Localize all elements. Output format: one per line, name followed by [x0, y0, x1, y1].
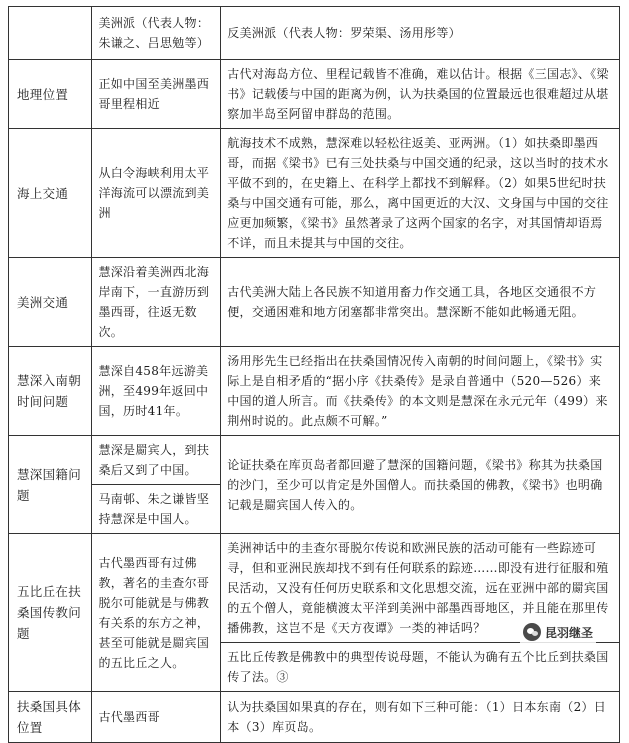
table-row: [9, 129, 620, 258]
row-pro-cell: 从白令海峡利用太平洋海流可以漂流到美洲: [92, 129, 221, 258]
wechat-watermark: [520, 621, 596, 643]
row-pro-cell: 古代墨西哥有过佛教，著名的圭查尔哥脱尔可能就是与佛教有关系的东方之神，甚至可能就是罽宾国的五比丘之人。: [92, 534, 221, 692]
table-row: [9, 347, 620, 436]
row-con-cell: 汤用彤先生已经指出在扶桑国情况传入南朝的时间问题上，《梁书》实际上是自相矛盾的“据小序《扶桑传》是录自普通中（520—526）来中国的道人所言。而《扶桑传》的本文则是慧深在永元元年（499）来荆州时说的。此点颇不可解。”: [221, 347, 620, 436]
header-anti-america-cell: 反美洲派（代表人物：罗荣渠、汤用彤等）: [221, 7, 620, 60]
watermark-text: 昆羽继圣: [545, 625, 594, 640]
row-con-cell-a: 美洲神话中的圭查尔哥脱尔传说和欧洲民族的活动可能有一些踪迹可寻，但和亚洲民族却找不到有任何联系的踪迹……即没有进行征服和殖民活动，又没有任何历史联系和文化思想交流，远在亚洲中部的罽宾国的五个僧人，竟能横渡太平洋到美洲中部墨西哥地区，并且能在那里传播佛教，这岂不是《天方夜谭》一类的神话吗？: [221, 534, 620, 643]
row-con-cell: 古代对海岛方位、里程记载皆不准确，难以估计。根据《三国志》、《梁书》记载倭与中国的距离为例，认为扶桑国的位置最远也很难超过从堪察加半岛至阿留申群岛的范围。: [221, 60, 620, 129]
row-topic: 慧深入南朝时间问题: [9, 347, 92, 436]
row-pro-cell-a: 慧深是罽宾人，到扶桑后又到了中国。: [92, 436, 221, 485]
table-header-row: [9, 7, 620, 60]
row-pro-cell: 古代墨西哥: [92, 692, 221, 743]
row-topic: 美洲交通: [9, 258, 92, 347]
header-topic-cell: [9, 7, 92, 60]
row-con-cell: 论证扶桑在库页岛者都回避了慧深的国籍问题，《梁书》称其为扶桑国的沙门，至少可以肯定是外国僧人。而扶桑国的佛教，《梁书》也明确记载是罽宾国人传入的。: [221, 436, 620, 534]
row-con-cell: 航海技术不成熟，慧深难以轻松往返美、亚两洲。（1）如扶桑即墨西哥，而据《梁书》已有三处扶桑与中国交通的纪录，这以当时的技术水平做不到的，在史籍上、在科学上都找不到解释。（2）如果5世纪时扶桑与中国交通有可能，那么，离中国更近的大汉、文身国与中国的交往应更加频繁，《梁书》虽然著录了这两个国家的名字，对其国情却语焉不详，而且未提其与中国的交往。: [221, 129, 620, 258]
row-con-cell-b: 五比丘传教是佛教中的典型传说母题，不能认为确有五个比丘到扶桑国传了法。③: [221, 643, 620, 692]
row-topic: 扶桑国具体位置: [9, 692, 92, 743]
table-row: [9, 436, 620, 485]
row-topic: 慧深国籍问题: [9, 436, 92, 534]
row-pro-cell: 慧深自458年远游美洲，至499年返回中国，历时41年。: [92, 347, 221, 436]
row-pro-cell: 慧深沿着美洲西北海岸南下，一直游历到墨西哥，往返无数次。: [92, 258, 221, 347]
row-topic: 地理位置: [9, 60, 92, 129]
row-topic: 五比丘在扶桑国传教问题: [9, 534, 92, 692]
row-con-cell: 认为扶桑国如果真的存在，则有如下三种可能：（1）日本东南（2）日本（3）库页岛。: [221, 692, 620, 743]
row-pro-cell: 正如中国至美洲墨西哥里程相近: [92, 60, 221, 129]
table-row: [9, 60, 620, 129]
table-row: [9, 258, 620, 347]
wechat-logo-icon: [523, 623, 541, 641]
table-row: [9, 692, 620, 743]
header-pro-america-cell: 美洲派（代表人物：朱谦之、吕思勉等）: [92, 7, 221, 60]
row-con-cell: 古代美洲大陆上各民族不知道用畜力作交通工具，各地区交通很不方便，交通困难和地方闭塞都非常突出。慧深断不能如此畅通无阻。: [221, 258, 620, 347]
row-topic: 海上交通: [9, 129, 92, 258]
row-pro-cell-b: 马南邨、朱之谦皆坚持慧深是中国人。: [92, 485, 221, 534]
